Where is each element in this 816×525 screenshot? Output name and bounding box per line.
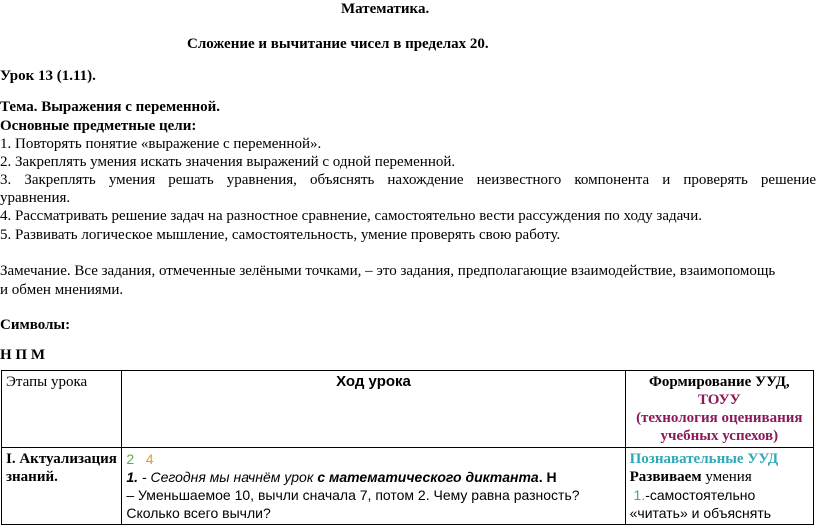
symbols-letters: Н П М bbox=[0, 347, 45, 363]
table-row bbox=[2, 448, 814, 525]
goal-item: 4. Рассматривать решение задач на разностное сравнение, самостоятельно вести рассуждения по ходу задачи. bbox=[0, 208, 702, 224]
table-header-row bbox=[2, 371, 814, 448]
lesson-table bbox=[1, 370, 814, 525]
uud-item: 1.-самостоятельно bbox=[633, 487, 756, 503]
goal-item: уравнения. bbox=[0, 190, 71, 206]
uud-header bbox=[625, 371, 813, 448]
uud-title: Формирование УУД, bbox=[648, 374, 790, 390]
note-text: Замечание. Все задания, отмеченные зелёными точками, – это задания, предполагающие взаимодействие, взаимопомощь bbox=[0, 263, 776, 279]
task-line: 1. - Сегодня мы начнём урок с математического диктанта. Н bbox=[126, 469, 557, 485]
goal-item: 2. Закреплять умения искать значения выражений с одной переменной. bbox=[0, 154, 456, 170]
stage-cell: I. Актуализация знаний. bbox=[2, 448, 122, 525]
lesson-number: Урок 13 (1.11). bbox=[0, 68, 96, 84]
theme-title: Тема. Выражения с переменной. bbox=[0, 99, 221, 115]
topic-title: Сложение и вычитание чисел в пределах 20. bbox=[187, 36, 489, 52]
uud-heading: Познавательные УУД bbox=[629, 451, 779, 467]
task-question: – Уменьшаемое 10, вычли сначала 7, потом 2. Чему равна разность? bbox=[126, 487, 580, 503]
touu-label: ТОУУ bbox=[697, 392, 741, 408]
symbols-heading: Символы: bbox=[0, 317, 71, 333]
touu-description: (технология оценивания учебных успехов) bbox=[636, 410, 803, 444]
develop-line: Развиваем умения bbox=[629, 469, 752, 485]
stage-header: Этапы урока bbox=[2, 371, 122, 448]
goal-item: 5. Развивать логическое мышление, самостоятельность, умение проверять свою работу. bbox=[0, 227, 561, 243]
subject-title: Математика. bbox=[341, 1, 430, 17]
goals-heading: Основные предметные цели: bbox=[0, 118, 197, 134]
note-text: и обмен мнениями. bbox=[0, 282, 124, 298]
uud-item-cont: «читать» и объяснять bbox=[629, 505, 772, 521]
uud-cell bbox=[625, 448, 813, 525]
point-numbers: 2 4 bbox=[126, 451, 154, 467]
task-question: Сколько всего вычли? bbox=[126, 505, 271, 521]
goal-item: 1. Повторять понятие «выражение с переменной». bbox=[0, 136, 322, 152]
goal-item: 3. Закреплять умения решать уравнения, объяснять нахождение неизвестного компонента и проверять решение bbox=[0, 172, 816, 188]
progress-header: Ход урока bbox=[122, 371, 625, 448]
progress-cell bbox=[122, 448, 625, 525]
